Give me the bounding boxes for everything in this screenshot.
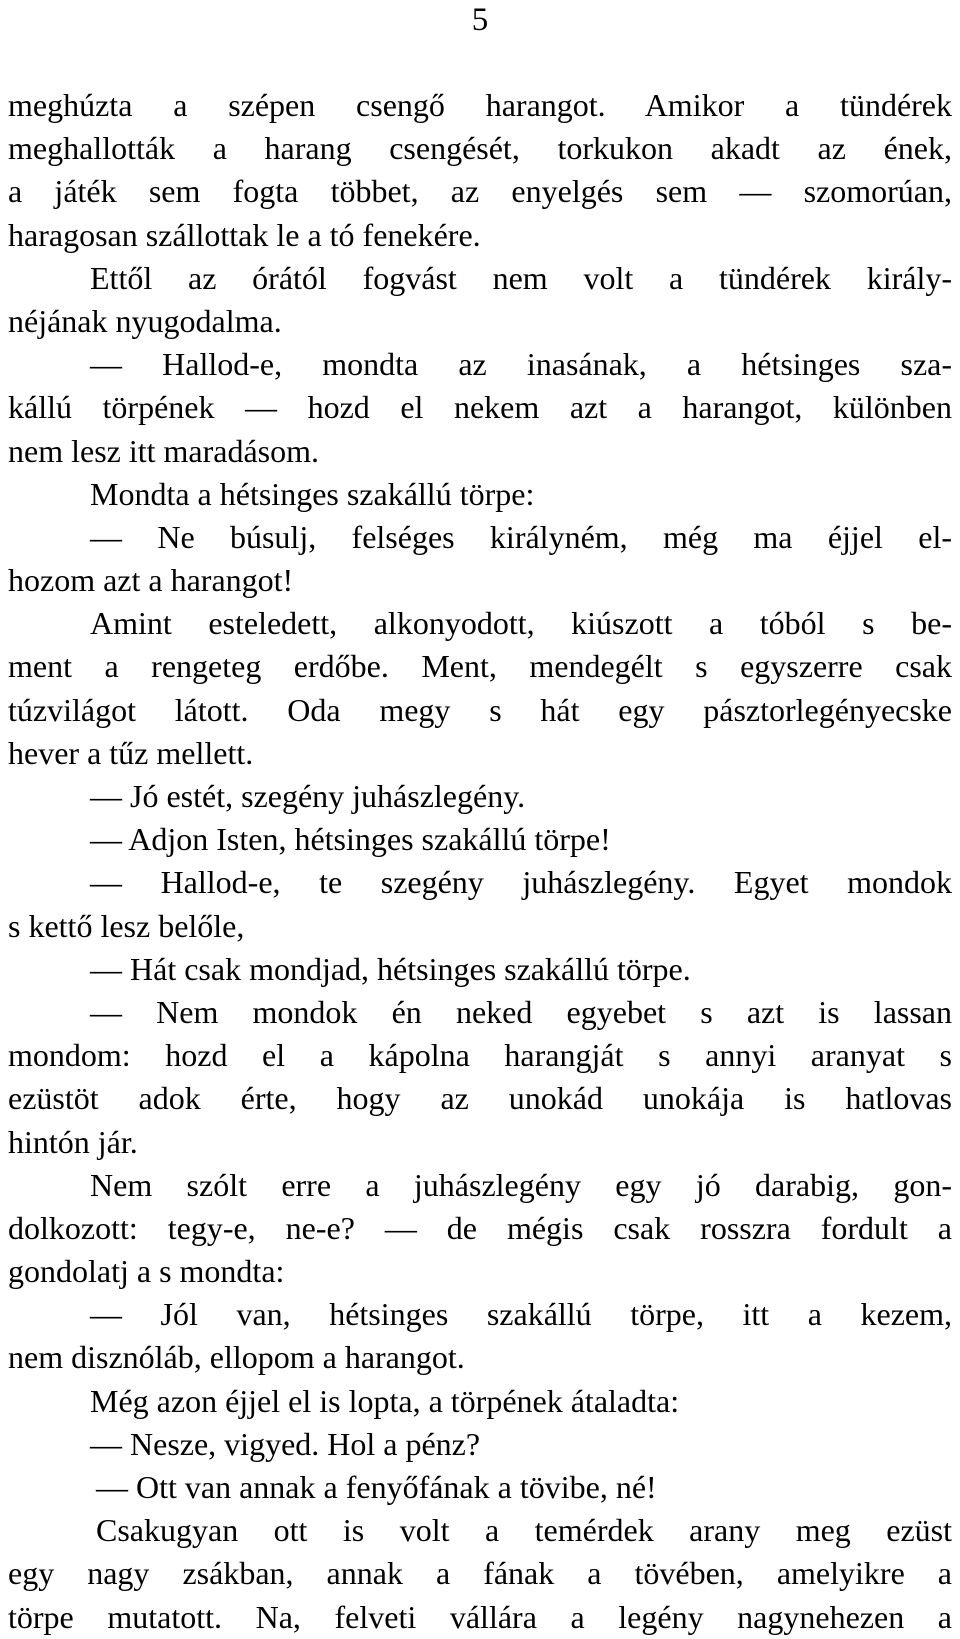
text-line: kállú törpének — hozd el nekem azt a harangot, különben: [8, 389, 952, 426]
text-line: — Adjon Isten, hétsinges szakállú törpe!: [90, 821, 611, 858]
text-line: hintón jár.: [8, 1123, 138, 1160]
text-line: meghallották a harang csengését, torkukon akadt az ének,: [8, 130, 952, 167]
text-line: mondom: hozd el a kápolna harangját s annyi aranyat s: [8, 1037, 952, 1074]
text-line: gondolatj a s mondta:: [8, 1253, 285, 1290]
text-line: Ettől az órától fogvást nem volt a tündérek király-: [90, 259, 952, 296]
text-line: Még azon éjjel el is lopta, a törpének átaladta:: [90, 1382, 680, 1419]
text-line: — Jó estét, szegény juhászlegény.: [90, 778, 526, 814]
text-line: — Jól van, hétsinges szakállú törpe, itt a kezem,: [90, 1296, 952, 1333]
text-line: — Ott van annak a fenyőfának a tövibe, né!: [96, 1469, 657, 1505]
text-line: — Hallod-e, te szegény juhászlegény. Egyet mondok: [90, 864, 952, 901]
text-line: s kettő lesz belőle,: [8, 907, 245, 944]
text-line: törpe mutatott. Na, felveti vállára a legény nagynehezen a: [8, 1598, 952, 1635]
text-line: dolkozott: tegy-e, ne-e? — de mégis csak rosszra fordult a: [8, 1209, 952, 1246]
page-number: 5: [471, 2, 489, 38]
text-line: ezüstöt adok érte, hogy az unokád unokája is hatlovas: [8, 1080, 952, 1117]
text-line: hozom azt a harangot!: [8, 562, 294, 599]
text-line: Amint esteledett, alkonyodott, kiúszott a tóból s be-: [90, 605, 952, 642]
text-line: túzvilágot látott. Oda megy s hát egy pásztorlegényecske: [8, 691, 952, 728]
text-line: hever a tűz mellett.: [8, 734, 254, 771]
text-line: meghúzta a szépen csengő harangot. Amikor a tündérek: [8, 87, 952, 123]
text-line: — Nesze, vigyed. Hol a pénz?: [90, 1425, 481, 1462]
text-line: Mondta a hétsinges szakállú törpe:: [90, 475, 535, 512]
text-line: Csakugyan ott is volt a temérdek arany meg ezüst: [96, 1512, 952, 1549]
text-line: ment a rengeteg erdőbe. Ment, mendegélt s egyszerre csak: [8, 648, 952, 685]
text-line: nem lesz itt maradásom.: [8, 432, 320, 469]
text-line: Nem szólt erre a juhászlegény egy jó darabig, gon-: [90, 1166, 952, 1203]
text-line: — Nem mondok én neked egyebet s azt is lassan: [90, 993, 952, 1030]
text-line: néjának nyugodalma.: [8, 302, 282, 339]
text-line: haragosan szállottak le a tó fenekére.: [8, 216, 481, 253]
text-line: nem disznóláb, ellopom a harangot.: [8, 1339, 465, 1376]
text-line: egy nagy zsákban, annak a fának a tövében, amelyikre a: [8, 1555, 952, 1592]
text-body: [8, 84, 952, 1639]
text-line: — Hallod-e, mondta az inasának, a hétsinges sza-: [90, 346, 952, 383]
text-line: a játék sem fogta többet, az enyelgés sem — szomorúan,: [8, 173, 952, 210]
text-line: — Ne búsulj, felséges királyném, még ma éjjel el-: [90, 518, 952, 555]
text-line: — Hát csak mondjad, hétsinges szakállú törpe.: [90, 950, 691, 987]
